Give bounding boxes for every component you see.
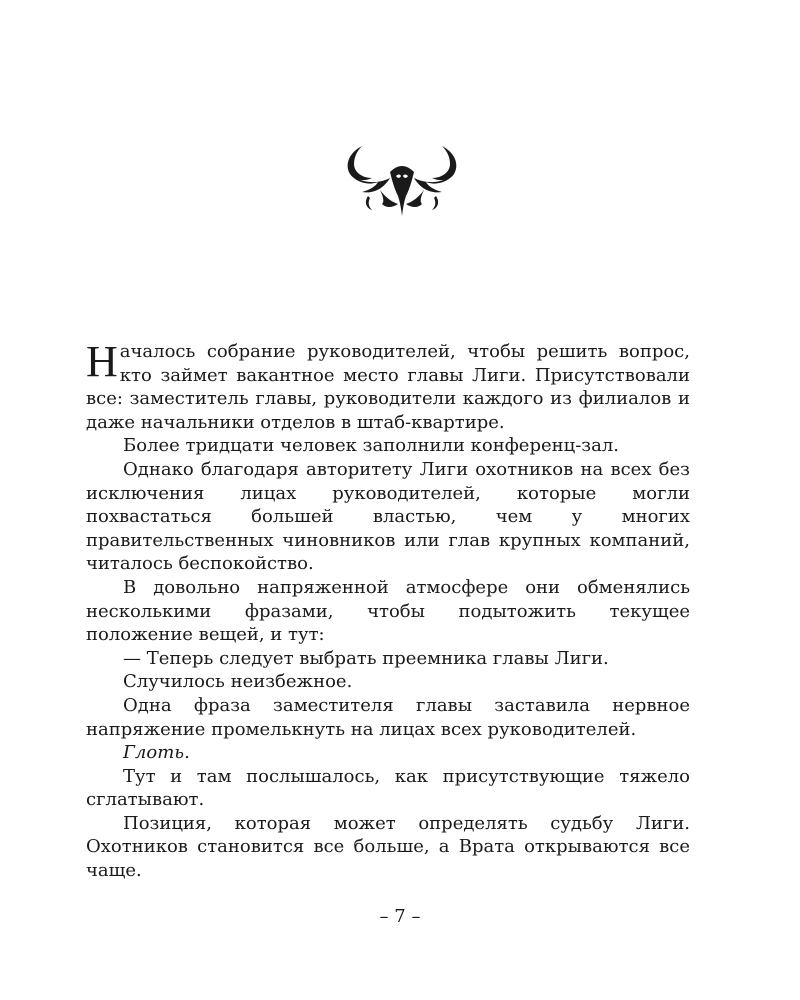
paragraph-4: В довольно напряженной атмосфере они обменялись несколькими фразами, чтобы подытожить текущее положение вещей, и тут: — [86, 576, 690, 646]
paragraph-text: ачалось собрание руководителей, чтобы решить вопрос, кто займет вакантное место главы Лиги. Присутствовали все: заместитель главы, руководители каждого из филиалов и даже начальники отделов в штаб-квартире. — [86, 341, 690, 433]
paragraph-8: Глоть. — [123, 742, 190, 764]
paragraph-7: Одна фраза заместителя главы заставила нервное напряжение промелькнуть на лицах всех руководителей. — [86, 694, 690, 740]
paragraph-2: Более тридцати человек заполнили конференц-зал. — [123, 435, 619, 457]
horned-mask-ornament-icon — [340, 138, 464, 224]
paragraph-1 — [86, 337, 690, 434]
paragraph-6: Случилось неизбежное. — [123, 671, 353, 693]
paragraph-5: — Теперь следует выбрать преемника главы Лиги. — [123, 647, 609, 669]
chapter-text — [86, 337, 690, 883]
paragraph-9: Тут и там послышалось, как присутствующие тяжело сглатывают. — [86, 765, 690, 811]
paragraph-10: Позиция, которая может определять судьбу Лиги. Охотников становится все больше, а Врата открываются все чаще. — [86, 812, 690, 882]
page-number: – 7 – — [379, 906, 421, 927]
drop-cap: Н — [86, 337, 118, 386]
paragraph-3: Однако благодаря авторитету Лиги охотников на всех без исключения лицах руководителей, которые могли похвастаться большей властью, чем у многих правительственных чиновников или глав крупных компаний, читалось беспокойство. — [86, 458, 690, 575]
